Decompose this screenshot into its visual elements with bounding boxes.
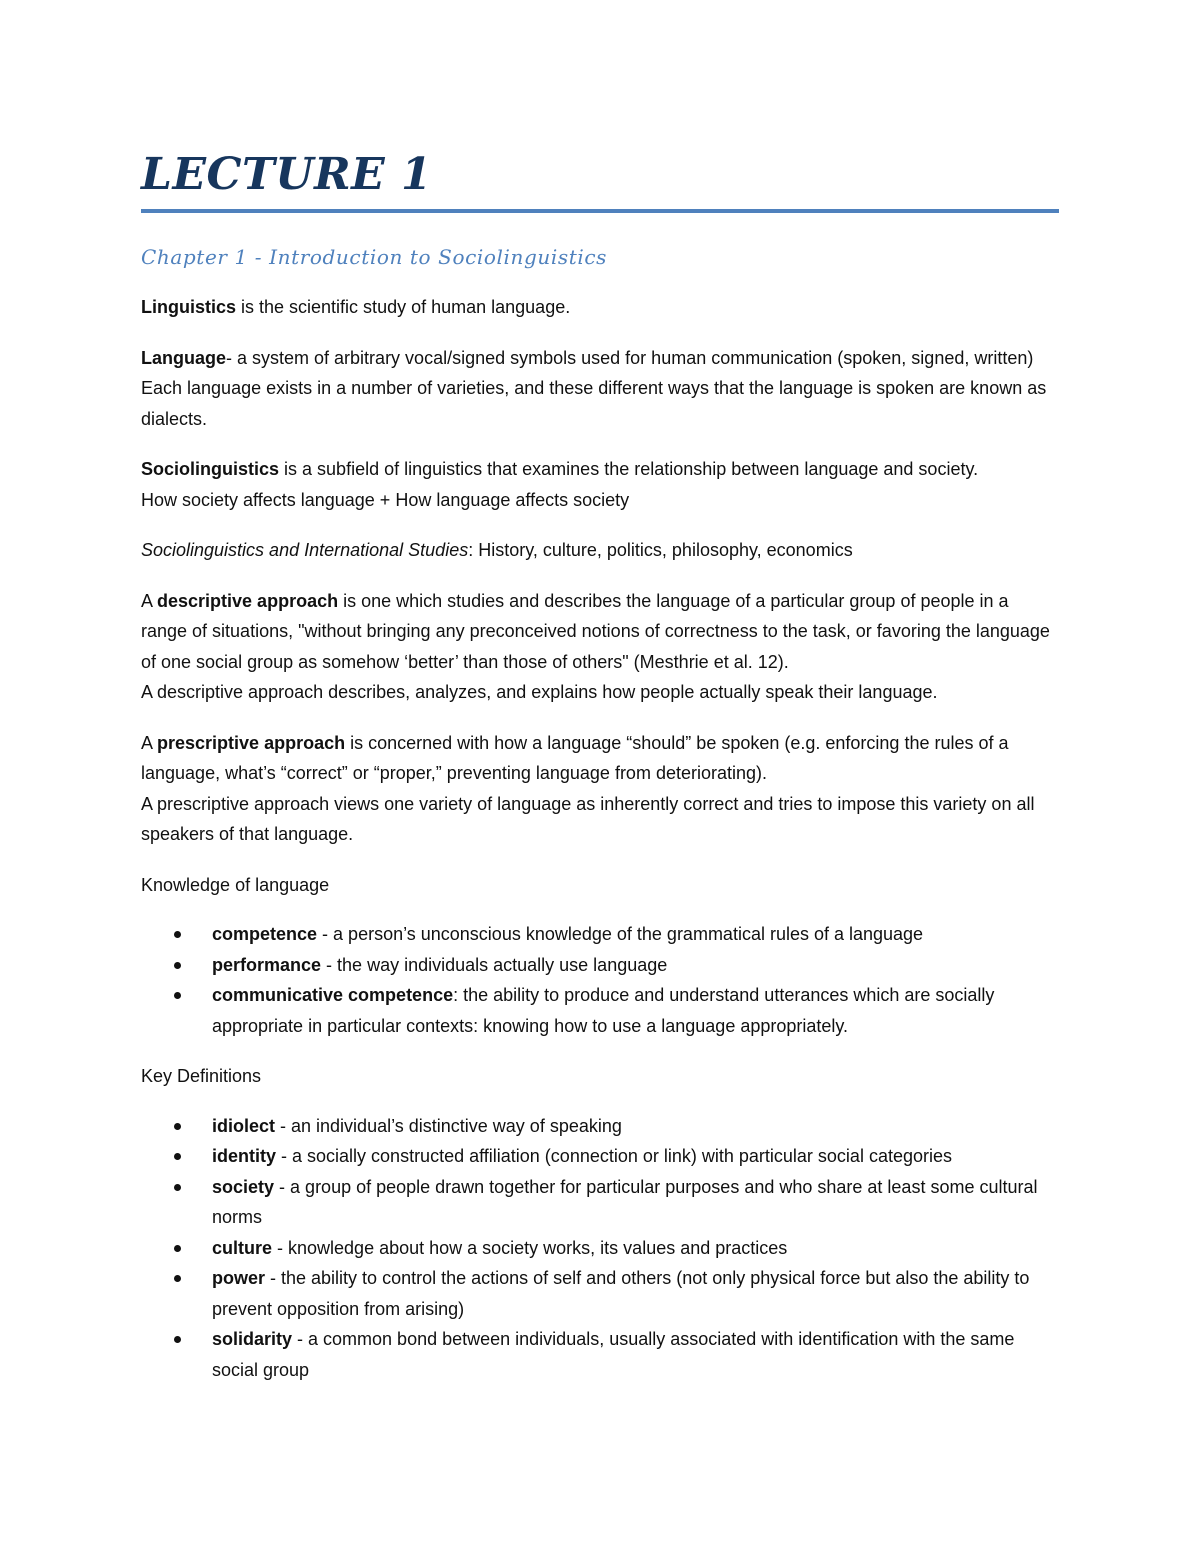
international-studies-term: Sociolinguistics and International Studies bbox=[141, 540, 469, 560]
list-item-text: - the ability to control the actions of self and others (not only physical force but also the ability to prevent opposition from arising) bbox=[212, 1268, 1030, 1319]
list-item bbox=[141, 1141, 1059, 1172]
chapter-heading: Chapter 1 - Introduction to Sociolinguistics bbox=[141, 245, 608, 269]
list-item-term: culture bbox=[212, 1237, 273, 1258]
descriptive-prefix: A bbox=[141, 590, 158, 611]
linguistics-text: is the scientific study of human language. bbox=[236, 297, 571, 317]
list-item-term: idiolect bbox=[212, 1115, 276, 1136]
page-title: LECTURE 1 bbox=[141, 149, 433, 200]
list-item-text: - a common bond between individuals, usually associated with identification with the same social group bbox=[212, 1329, 1015, 1380]
definitions-list bbox=[141, 1111, 1059, 1386]
list-item-term: power bbox=[212, 1268, 266, 1288]
list-item bbox=[141, 1172, 1059, 1233]
document-page bbox=[141, 140, 1059, 1385]
prescriptive-approach bbox=[141, 728, 1059, 850]
bullet-icon bbox=[174, 1245, 181, 1252]
sociolinguistics-relationship-text: How society affects language + How language affects society bbox=[141, 489, 630, 510]
descriptive-approach-line bbox=[141, 586, 1059, 678]
list-item-text: - knowledge about how a society works, its values and practices bbox=[272, 1237, 788, 1258]
list-item bbox=[141, 950, 1059, 981]
bullet-icon bbox=[174, 1336, 181, 1343]
language-term: Language bbox=[141, 347, 227, 368]
descriptive-summary-text: A descriptive approach describes, analyzes, and explains how people actually speak their language. bbox=[141, 682, 938, 702]
list-item-text: - a group of people drawn together for particular purposes and who share at least some cultural norms bbox=[212, 1176, 1038, 1227]
list-item-term: competence bbox=[212, 924, 318, 944]
definitions-heading: Key Definitions bbox=[141, 1066, 262, 1086]
prescriptive-term: prescriptive approach bbox=[157, 732, 346, 753]
bullet-icon bbox=[174, 1184, 181, 1191]
prescriptive-text: is concerned with how a language “should” be spoken (e.g. enforcing the rules of a language, what’s “correct” or “proper,” preventing language from deteriorating). bbox=[141, 732, 1009, 783]
list-item bbox=[141, 1111, 1059, 1142]
knowledge-heading: Knowledge of language bbox=[141, 874, 330, 895]
international-studies-line bbox=[141, 535, 1059, 566]
sociolinguistics-definition-line bbox=[141, 454, 1059, 485]
sociolinguistics-definition bbox=[141, 454, 1059, 515]
list-item bbox=[141, 980, 1059, 1041]
list-item bbox=[141, 1233, 1059, 1264]
bullet-icon bbox=[174, 992, 181, 999]
list-item-term: performance bbox=[212, 954, 322, 975]
prescriptive-summary-text: A prescriptive approach views one variety of language as inherently correct and tries to impose this variety on all speakers of that language. bbox=[141, 793, 1035, 844]
prescriptive-prefix: A bbox=[141, 732, 158, 753]
knowledge-list bbox=[141, 919, 1059, 1041]
list-item-text: - a person’s unconscious knowledge of the grammatical rules of a language bbox=[317, 924, 924, 944]
bullet-icon bbox=[174, 931, 181, 938]
list-item-term: identity bbox=[212, 1146, 277, 1166]
list-item-text: - a socially constructed affiliation (connection or link) with particular social categories bbox=[276, 1146, 952, 1166]
language-definition-line bbox=[141, 343, 1059, 374]
bullet-icon bbox=[174, 1123, 181, 1130]
list-item bbox=[141, 1263, 1059, 1324]
linguistics-term: Linguistics bbox=[141, 297, 237, 317]
international-studies-text: : History, culture, politics, philosophy, economics bbox=[468, 540, 853, 560]
prescriptive-approach-line bbox=[141, 728, 1059, 789]
list-item-term: solidarity bbox=[212, 1329, 293, 1349]
sociolinguistics-term: Sociolinguistics bbox=[141, 459, 280, 479]
list-item bbox=[141, 919, 1059, 950]
bullet-icon bbox=[174, 1275, 181, 1282]
descriptive-text: is one which studies and describes the language of a particular group of people in a range of situations, "without bringing any preconceived notions of correctness to the task, or favoring the language of one social group as somehow ‘better’ than those of others" (Mesthrie et al. 12). bbox=[141, 590, 1050, 672]
list-item bbox=[141, 1324, 1059, 1385]
linguistics-definition bbox=[141, 292, 1059, 323]
bullet-icon bbox=[174, 1153, 181, 1160]
list-item-term: society bbox=[212, 1176, 275, 1197]
list-item-text: - the way individuals actually use language bbox=[321, 954, 668, 975]
list-item-term: communicative competence bbox=[212, 985, 454, 1005]
descriptive-term: descriptive approach bbox=[157, 590, 339, 611]
bullet-icon bbox=[174, 962, 181, 969]
sociolinguistics-text: is a subfield of linguistics that examines the relationship between language and society. bbox=[279, 459, 979, 479]
descriptive-approach bbox=[141, 586, 1059, 708]
language-definition bbox=[141, 343, 1059, 435]
language-dialects-text: Each language exists in a number of varieties, and these different ways that the language is spoken are known as dialects. bbox=[141, 378, 1047, 429]
list-item-text: - an individual’s distinctive way of speaking bbox=[275, 1115, 622, 1136]
list-item-text: : the ability to produce and understand utterances which are socially appropriate in particular contexts: knowing how to use a language appropriately. bbox=[212, 985, 995, 1036]
language-text: - a system of arbitrary vocal/signed symbols used for human communication (spoken, signed, written) bbox=[226, 347, 1034, 368]
